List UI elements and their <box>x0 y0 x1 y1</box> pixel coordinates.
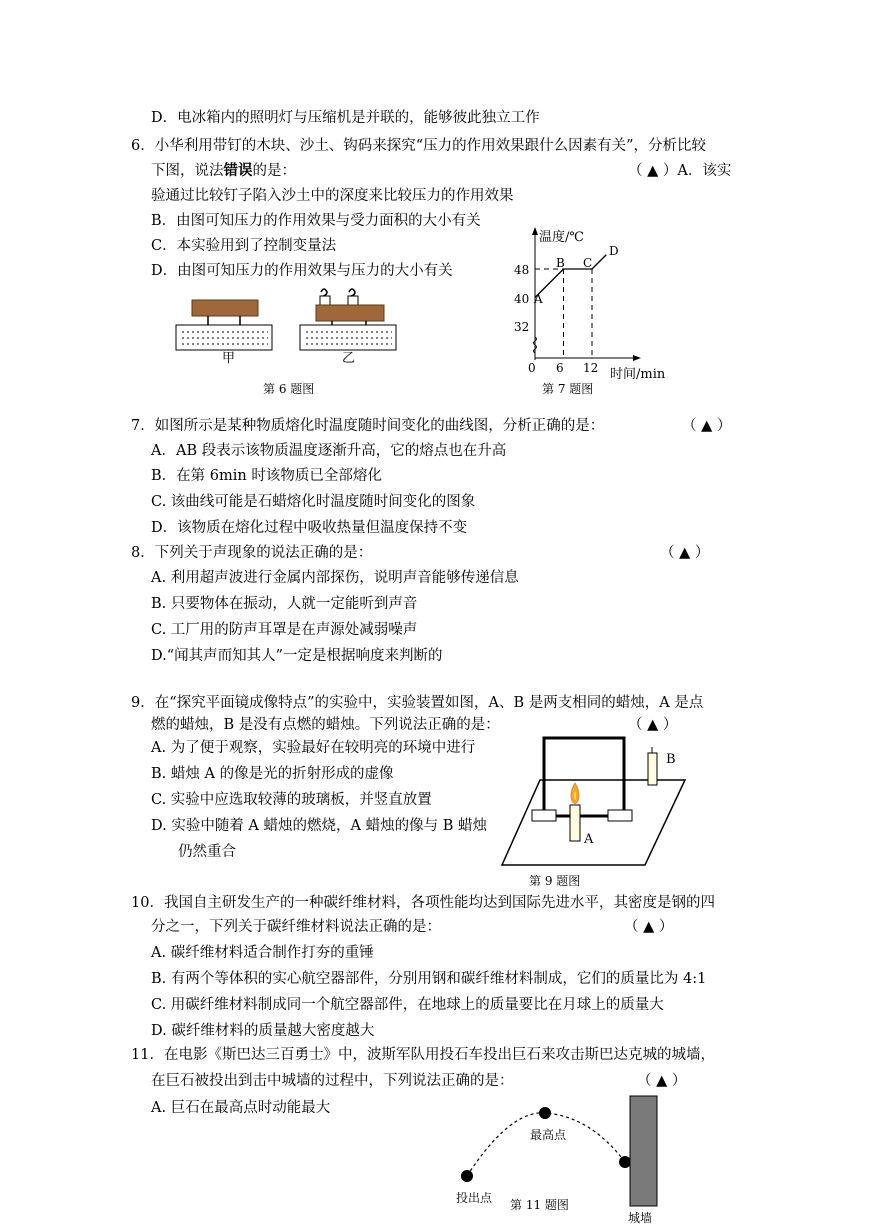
q9-option-d-line1: D. 实验中随着 A 蜡烛的燃烧，A 蜡烛的像与 B 蜡烛 <box>151 818 487 834</box>
fig11-rock-top <box>539 1107 551 1119</box>
q10-stem-line2: 分之一，下列关于碳纤维材料说法正确的是： <box>151 919 441 935</box>
fig7-x-arrow <box>633 355 641 361</box>
fig7-xlabel: 时间/min <box>610 367 666 382</box>
q9-stem-line2: 燃的蜡烛，B 是没有点燃的蜡烛。下列说法正确的是： <box>151 717 500 733</box>
fig11-label-launch: 投出点 <box>456 1191 493 1205</box>
q8-option-d: D.“闻其声而知其人”一定是根据响度来判断的 <box>151 648 443 664</box>
fig9-candle-a <box>570 805 580 841</box>
fig11-wall <box>630 1096 657 1206</box>
q9-option-c: C. 实验中应选取较薄的玻璃板，并竖直放置 <box>151 792 432 808</box>
q7-caption: 第 7 题图 <box>542 382 594 396</box>
q11-stem-line2: 在巨石被投出到击中城墙的过程中，下列说法正确的是： <box>151 1073 514 1089</box>
q6-answer-blank: （ ▲ ）A．该实 <box>628 163 732 179</box>
fig7-point-d: D <box>609 244 619 258</box>
fig9-table-plane <box>502 780 685 865</box>
fig7-xtick-12: 12 <box>583 361 599 375</box>
q8-option-b: B. 只要物体在振动，人就一定能听到声音 <box>151 596 418 612</box>
q8-option-c: C. 工厂用的防声耳罩是在声源处减弱噪声 <box>151 622 418 638</box>
fig11-label-wall: 城墙 <box>628 1211 653 1225</box>
fig7-ytick-48: 48 <box>514 263 530 277</box>
q6-stem-line1: 6．小华利用带钉的木块、沙土、钩码来探究“压力的作用效果跟什么因素有关”，分析比较 <box>131 138 707 154</box>
fig9-label-a: A <box>584 832 594 847</box>
q7-option-d: D．该物质在熔化过程中吸收热量但温度保持不变 <box>151 520 468 536</box>
q6-option-c: C．本实验用到了控制变量法 <box>151 238 337 254</box>
fig7-ytick-40: 40 <box>514 292 530 306</box>
q10-option-b: B. 有两个等体积的实心航空器部件，分别用钢和碳纤维材料制成，它们的质量比为 4:1 <box>151 971 707 987</box>
option-d-prev: D．电冰箱内的照明灯与压缩机是并联的，能够彼此独立工作 <box>151 110 540 126</box>
q10-option-d: D. 碳纤维材料的质量越大密度越大 <box>151 1023 375 1039</box>
q7-option-b: B．在第 6min 时该物质已全部熔化 <box>151 468 382 484</box>
fig7-y-arrow <box>532 227 538 235</box>
q6-option-d: D．由图可知压力的作用效果与压力的大小有关 <box>151 263 453 279</box>
q6-option-b: B．由图可知压力的作用效果与受力面积的大小有关 <box>151 213 481 229</box>
q6-figure <box>170 280 410 390</box>
fig9-base-left <box>532 810 556 821</box>
q10-option-a: A. 碳纤维材料适合制作打夯的重锤 <box>151 945 374 961</box>
q11-option-a: A. 巨石在最高点时动能最大 <box>151 1100 331 1116</box>
q7-option-a: A．AB 段表示该物质温度逐渐升高，它的熔点也在升高 <box>151 443 507 459</box>
q6-caption: 第 6 题图 <box>263 382 315 396</box>
q10-option-c: C. 用碳纤维材料制成同一个航空器部件，在地球上的质量要比在月球上的质量大 <box>151 997 664 1013</box>
q9-caption: 第 9 题图 <box>529 874 581 888</box>
fig7-ytick-32: 32 <box>514 320 530 334</box>
q9-figure <box>500 735 690 870</box>
fig11-trajectory <box>467 1113 625 1176</box>
fig7-xtick-0: 0 <box>528 361 536 375</box>
q9-option-b: B. 蜡烛 A 的像是光的折射形成的虚像 <box>151 766 394 782</box>
q6-emphasis: 错误 <box>223 162 253 179</box>
fig9-candle-b <box>648 753 657 785</box>
fig7-ylabel: 温度/℃ <box>539 230 584 245</box>
fig11-rock-impact <box>619 1156 631 1168</box>
q11-stem-line1: 11．在电影《斯巴达三百勇士》中，波斯军队用投石车投出巨石来攻击斯巴达克城的城墙， <box>131 1047 715 1063</box>
fig11-rock-launch <box>461 1170 473 1182</box>
fig6-jia-setup <box>176 300 272 350</box>
fig7-curve-segment-0 <box>535 269 564 298</box>
fig7-point-a: A <box>534 292 543 306</box>
fig6-label-yi: 乙 <box>342 351 356 366</box>
fig6-label-jia: 甲 <box>222 351 236 366</box>
q9-option-a: A. 为了便于观察，实验最好在较明亮的环境中进行 <box>151 740 476 756</box>
q7-stem: 7．如图所示是某种物质熔化时温度随时间变化的曲线图，分析正确的是： <box>131 418 605 434</box>
fig9-base-right <box>608 810 632 821</box>
fig11-label-top: 最高点 <box>530 1128 567 1142</box>
q9-answer-blank: （ ▲ ） <box>628 717 678 733</box>
fig7-xtick-6: 6 <box>556 361 564 375</box>
q8-option-a: A. 利用超声波进行金属内部探伤，说明声音能够传递信息 <box>151 570 519 586</box>
fig7-curve-segment-2 <box>592 255 606 269</box>
fig7-point-b: B <box>556 256 565 270</box>
fig7-point-c: C <box>583 256 593 270</box>
q9-stem-line1: 9．在“探究平面镜成像特点”的实验中，实验装置如图，A、B 是两支相同的蜡烛，A 是点 <box>131 695 704 711</box>
q7-option-c: C. 该曲线可能是石蜡熔化时温度随时间变化的图象 <box>151 494 476 510</box>
q11-answer-blank: （ ▲ ） <box>637 1073 687 1089</box>
fig7-chart <box>505 225 680 385</box>
q8-stem: 8．下列关于声现象的说法正确的是： <box>131 545 373 561</box>
q9-option-d-line2: 仍然重合 <box>178 844 236 860</box>
fig6-yi-setup <box>300 289 396 350</box>
fig9-glass-plate <box>544 738 624 816</box>
q10-answer-blank: （ ▲ ） <box>624 919 674 935</box>
q6-option-a: 验通过比较钉子陷入沙土中的深度来比较压力的作用效果 <box>151 188 514 204</box>
fig9-label-b: B <box>666 752 676 767</box>
q8-answer-blank: （ ▲ ） <box>660 545 710 561</box>
q10-stem-line1: 10．我国自主研发生产的一种碳纤维材料，各项性能均达到国际先进水平，其密度是钢的四 <box>131 895 715 911</box>
q6-stem-line2: 下图，说法错误的是： <box>151 162 296 179</box>
q11-caption: 第 11 题图 <box>510 1198 569 1212</box>
q7-answer-blank: （ ▲ ） <box>682 418 732 434</box>
